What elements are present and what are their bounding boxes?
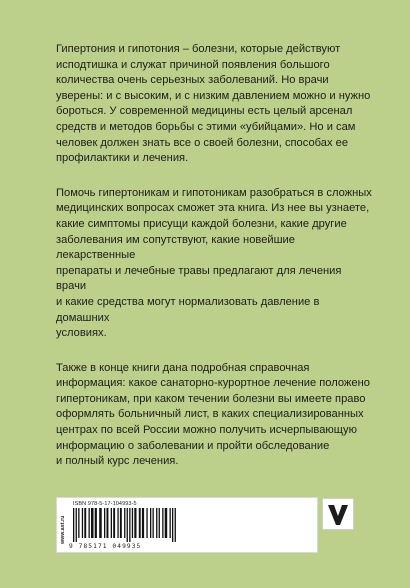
barcode-bar <box>95 508 97 538</box>
barcode-bar <box>124 508 125 538</box>
barcode-bar <box>89 508 90 538</box>
barcode-bar <box>117 508 118 538</box>
barcode-bar <box>134 508 136 538</box>
barcode-bar <box>156 508 157 538</box>
barcode-bar <box>142 508 144 538</box>
isbn-number: ISBN 978-5-17-104993-5 <box>73 501 137 507</box>
barcode-bar <box>175 508 176 542</box>
barcode-bar <box>139 508 141 538</box>
barcode-card <box>56 497 318 553</box>
barcode-bar <box>73 508 74 542</box>
barcode-bar <box>76 508 77 542</box>
barcode-bar <box>82 508 83 538</box>
barcode-bar <box>132 508 133 538</box>
barcode-bar <box>159 508 160 538</box>
barcode-bar <box>111 508 112 538</box>
barcode-icon <box>71 508 271 542</box>
barcode-bar <box>107 508 109 538</box>
barcode-bar <box>104 508 105 538</box>
barcode-digits: 9 785171 049935 <box>69 543 142 550</box>
barcode-bar <box>129 508 130 542</box>
barcode-bar <box>162 508 163 538</box>
barcode-bar <box>91 508 94 538</box>
barcode-bar <box>165 508 168 538</box>
barcode-bar <box>127 508 128 542</box>
paragraph-1: Гипертония и гипотония – болезни, которые действуют исподтишка и служат причиной появления большого количества очень серьезных заболеваний. Но врачи уверены: и с высоким, и с низким давлением можно и нужно бороться. У современной медицины есть целый арсенал средств и методов борьбы с этими «убийцами». Но и сам человек должен знать все о своей болезни, способах ее профилактики и лечения. <box>56 43 371 165</box>
barcode-bar <box>78 508 79 538</box>
barcode-bar <box>153 508 154 538</box>
barcode-bar <box>113 508 115 538</box>
barcode-bar <box>170 508 171 538</box>
barcode-bar <box>146 508 147 538</box>
barcode-bar <box>120 508 122 538</box>
publisher-site: www.ast.ru <box>60 515 66 544</box>
annotation-text <box>56 42 374 489</box>
barcode-bar <box>172 508 173 542</box>
barcode-bar <box>150 508 151 538</box>
barcode-bar <box>84 508 86 538</box>
barcode-bar <box>99 508 102 538</box>
publisher-v-logo-icon <box>322 498 354 530</box>
paragraph-3: Также в конце книги дана подробная справочная информация: какое санаторно-курортное лечение положено гипертоникам, при каком течении болезни вы имеете право оформлять больничный лист, в каких специализированных центрах по всей России можно получить исчерпывающую информацию о заболевании и пройти обследование и полный курс лечения. <box>56 361 370 468</box>
paragraph-2: Помочь гипертоникам и гипотоникам разобраться в сложных медицинских вопросах сможет эта книга. Из нее вы узнаете, какие симптомы присущи каждой болезни, какие другие заболевания им сопутствуют, какие новейшие лекарственные препараты и лечебные травы предлагают для лечения врачи и какие средства могут нормализовать давление в домашних условиях. <box>56 186 372 340</box>
